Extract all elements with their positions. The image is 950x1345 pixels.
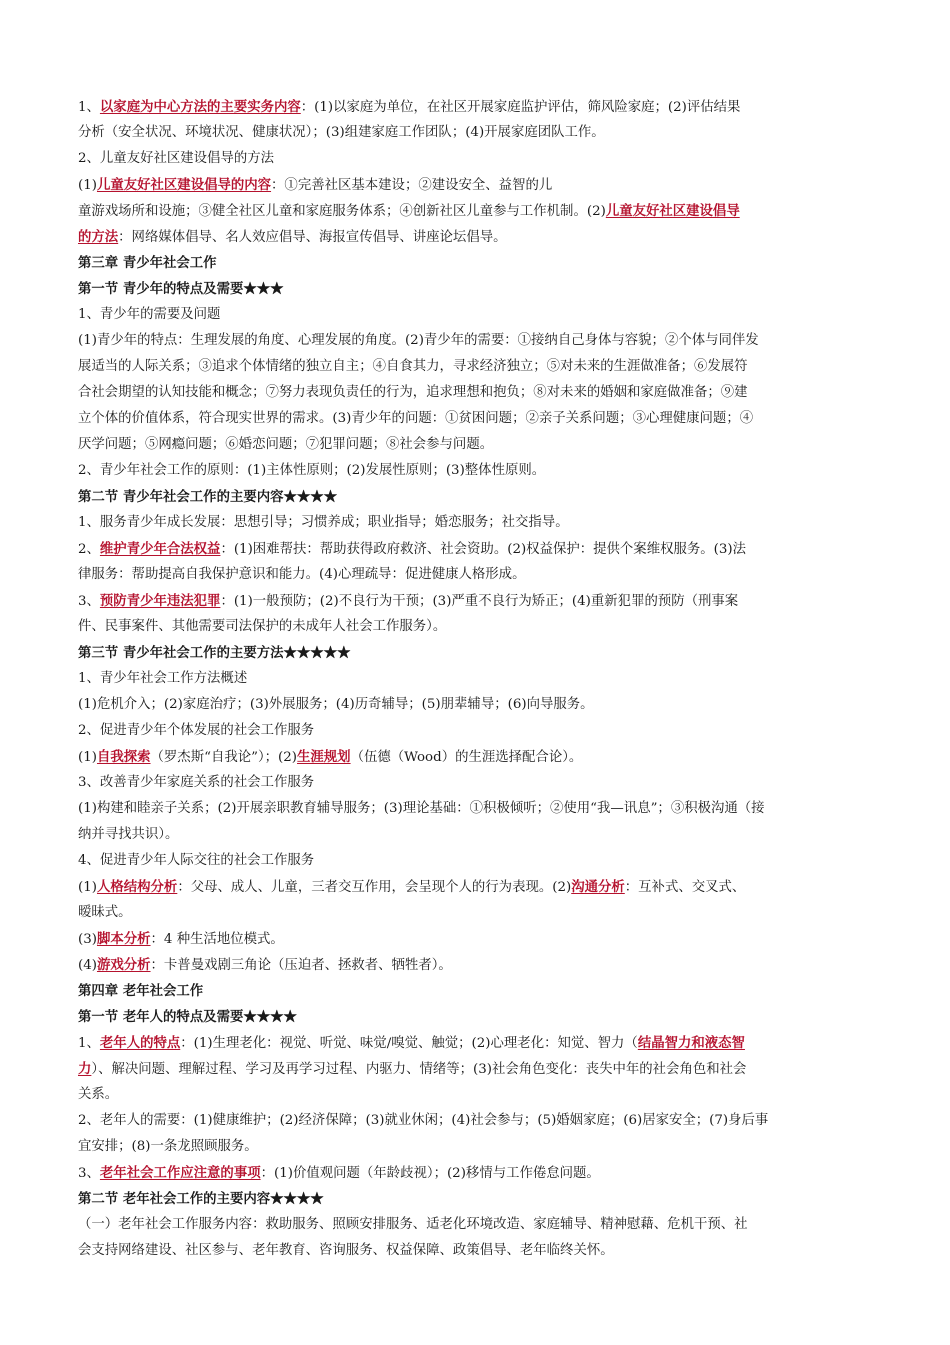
text-line — [78, 1108, 874, 1134]
text-segment: 第一节 青少年的特点及需要★★★ — [78, 281, 284, 297]
text-line — [78, 614, 874, 640]
highlighted-term: 力 — [78, 1061, 92, 1077]
highlighted-term: 儿童友好社区建设倡导 — [605, 203, 740, 219]
highlighted-term: 儿童友好社区建设倡导的内容 — [96, 177, 272, 193]
text-segment: 2、 — [78, 542, 100, 557]
highlighted-term: 预防青少年违法犯罪 — [99, 593, 221, 609]
text-segment: 第四章 老年社会工作 — [78, 983, 204, 999]
highlighted-term: 老年人的特点 — [99, 1035, 181, 1051]
section-heading — [78, 250, 874, 276]
text-line — [78, 94, 874, 120]
text-line — [78, 926, 874, 952]
text-segment: 3、改善青少年家庭关系的社会工作服务 — [78, 775, 315, 790]
document-body — [78, 94, 874, 1264]
text-line — [78, 770, 874, 796]
text-line — [78, 900, 874, 926]
section-heading — [78, 276, 874, 302]
section-heading — [78, 640, 874, 666]
highlighted-term: 生涯规划 — [297, 749, 351, 765]
section-heading — [78, 978, 874, 1004]
text-line — [78, 1238, 874, 1264]
text-segment: 3、 — [78, 594, 100, 609]
text-segment: ：(1)生理老化：视觉、听觉、味觉/嗅觉、触觉；(2)心理老化：知觉、智力（ — [180, 1036, 638, 1051]
text-segment: ：网络媒体倡导、名人效应倡导、海报宣传倡导、讲座论坛倡导。 — [118, 230, 507, 245]
text-segment: ：(1)以家庭为单位，在社区开展家庭监护评估，筛风险家庭；(2)评估结果 — [300, 100, 741, 115]
text-segment: (1)构建和睦亲子关系；(2)开展亲职教育辅导服务；(3)理论基础：①积极倾听；②使用“我—讯息”；③积极沟通（接 — [78, 801, 765, 816]
text-segment: (1)危机介入；(2)家庭治疗；(3)外展服务；(4)历奇辅导；(5)朋辈辅导；(6)向导服务。 — [78, 697, 594, 712]
text-segment: （一）老年社会工作服务内容：救助服务、照顾安排服务、适老化环境改造、家庭辅导、精神慰藉、危机干预、社 — [78, 1217, 748, 1232]
text-segment: 2、青少年社会工作的原则：(1)主体性原则；(2)发展性原则；(3)整体性原则。 — [78, 463, 546, 478]
text-segment: 第三节 青少年社会工作的主要方法★★★★★ — [78, 645, 351, 661]
text-segment: 分析（安全状况、环境状况、健康状况）；(3)组建家庭工作团队；(4)开展家庭团队工作。 — [78, 125, 605, 140]
text-line — [78, 1160, 874, 1186]
text-segment: 会支持网络建设、社区参与、老年教育、咨询服务、权益保障、政策倡导、老年临终关怀。 — [78, 1243, 614, 1258]
text-segment: 第二节 老年社会工作的主要内容★★★★ — [78, 1191, 324, 1207]
text-line — [78, 198, 874, 224]
text-line — [78, 796, 874, 822]
text-segment: ：①完善社区基本建设；②建设安全、益智的儿 — [271, 178, 553, 193]
text-segment: （伍德（Wood）的生涯选择配合论）。 — [350, 750, 583, 765]
text-segment: (4) — [78, 958, 97, 973]
text-segment: 立个体的价值体系，符合现实世界的需求。(3)青少年的问题：①贫困问题；②亲子关系问题；③心理健康问题；④ — [78, 411, 754, 426]
text-line — [78, 1134, 874, 1160]
text-segment: 展适当的人际关系；③追求个体情绪的独立自主；④自食其力，寻求经济独立；⑤对未来的生涯做准备；⑥发展符 — [78, 359, 748, 374]
text-segment: (1) — [78, 880, 97, 895]
text-segment: （罗杰斯“自我论”）；(2) — [150, 750, 298, 765]
text-segment: ：卡普曼戏剧三角论（压迫者、拯救者、牺牲者）。 — [150, 958, 452, 973]
text-line — [78, 1082, 874, 1108]
text-line — [78, 874, 874, 900]
highlighted-term: 结晶智力和液态智 — [637, 1035, 745, 1051]
highlighted-term: 沟通分析 — [571, 879, 625, 895]
text-segment: (1) — [78, 178, 97, 193]
highlighted-term: 游戏分析 — [96, 957, 151, 973]
highlighted-term: 的方法 — [78, 229, 119, 245]
text-segment: 纳并寻找共识）。 — [78, 827, 179, 842]
text-line — [78, 1056, 874, 1082]
text-segment: ：父母、成人、儿童，三者交互作用，会呈现个人的行为表现。(2) — [177, 880, 572, 895]
text-segment: ）、解决问题、理解过程、学习及再学习过程、内驱力、情绪等；(3)社会角色变化：丧失中年的社会角色和社会 — [91, 1062, 747, 1077]
text-line — [78, 952, 874, 978]
text-line — [78, 354, 874, 380]
text-line — [78, 848, 874, 874]
text-line — [78, 822, 874, 848]
text-segment: 童游戏场所和设施；③健全社区儿童和家庭服务体系；④创新社区儿童参与工作机制。(2) — [78, 204, 606, 219]
text-segment: 关系。 — [78, 1087, 119, 1102]
text-line — [78, 744, 874, 770]
text-segment: 合社会期望的认知技能和概念；⑦努力表现负责任的行为，追求理想和抱负；⑧对未来的婚姻和家庭做准备；⑨建 — [78, 385, 748, 400]
text-segment: 2、儿童友好社区建设倡导的方法 — [78, 151, 274, 166]
highlighted-term: 人格结构分析 — [96, 879, 178, 895]
text-segment: 第三章 青少年社会工作 — [78, 255, 217, 271]
highlighted-term: 自我探索 — [96, 749, 151, 765]
text-segment: 1、服务青少年成长发展：思想引导；习惯养成；职业指导；婚恋服务；社交指导。 — [78, 515, 569, 530]
text-segment: 律服务：帮助提高自我保护意识和能力。(4)心理疏导：促进健康人格形成。 — [78, 567, 526, 582]
text-segment: 第二节 青少年社会工作的主要内容★★★★ — [78, 489, 338, 505]
text-line — [78, 588, 874, 614]
text-line — [78, 120, 874, 146]
text-segment: 件、民事案件、其他需要司法保护的未成年人社会工作服务）。 — [78, 619, 447, 634]
text-line — [78, 224, 874, 250]
text-segment: 厌学问题；⑤网瘾问题；⑥婚恋问题；⑦犯罪问题；⑧社会参与问题。 — [78, 437, 494, 452]
text-segment: ：(1)价值观问题（年龄歧视）；(2)移情与工作倦怠问题。 — [260, 1166, 600, 1181]
text-segment: 4、促进青少年人际交往的社会工作服务 — [78, 853, 315, 868]
text-segment: 第一节 老年人的特点及需要★★★★ — [78, 1009, 297, 1025]
text-segment: 1、 — [78, 1036, 100, 1051]
text-line — [78, 328, 874, 354]
text-segment: ：4 种生活地位模式。 — [150, 932, 284, 947]
section-heading — [78, 1186, 874, 1212]
text-line — [78, 536, 874, 562]
text-line — [78, 302, 874, 328]
text-line — [78, 146, 874, 172]
text-line — [78, 380, 874, 406]
section-heading — [78, 1004, 874, 1030]
text-segment: 宜安排；(8)一条龙照顾服务。 — [78, 1139, 258, 1154]
text-segment: ：互补式、交叉式、 — [624, 880, 746, 895]
highlighted-term: 脚本分析 — [96, 931, 151, 947]
section-heading — [78, 484, 874, 510]
text-line — [78, 406, 874, 432]
text-segment: ：(1)困难帮扶：帮助获得政府救济、社会资助。(2)权益保护：提供个案维权服务。(3)法 — [220, 542, 747, 557]
text-line — [78, 510, 874, 536]
text-line — [78, 432, 874, 458]
text-segment: (3) — [78, 932, 97, 947]
text-segment: (1)青少年的特点：生理发展的角度、心理发展的角度。(2)青少年的需要：①接纳自己身体与容貌；②个体与同伴发 — [78, 333, 759, 348]
text-segment: (1) — [78, 750, 97, 765]
text-line — [78, 1030, 874, 1056]
text-line — [78, 1212, 874, 1238]
text-segment: 1、青少年的需要及问题 — [78, 307, 221, 322]
text-line — [78, 458, 874, 484]
highlighted-term: 以家庭为中心方法的主要实务内容 — [99, 99, 301, 115]
text-segment: 3、 — [78, 1166, 100, 1181]
text-segment: 2、老年人的需要：(1)健康维护；(2)经济保障；(3)就业休闲；(4)社会参与；(5)婚姻家庭；(6)居家安全；(7)身后事 — [78, 1113, 769, 1128]
text-line — [78, 172, 874, 198]
text-line — [78, 562, 874, 588]
text-segment: 1、青少年社会工作方法概述 — [78, 671, 248, 686]
text-segment: ：(1)一般预防；(2)不良行为干预；(3)严重不良行为矫正；(4)重新犯罪的预防（刑事案 — [220, 594, 739, 609]
text-segment: 1、 — [78, 100, 100, 115]
text-line — [78, 692, 874, 718]
highlighted-term: 老年社会工作应注意的事项 — [99, 1165, 261, 1181]
highlighted-term: 维护青少年合法权益 — [99, 541, 221, 557]
text-line — [78, 718, 874, 744]
text-segment: 暧昧式。 — [78, 905, 132, 920]
text-segment: 2、促进青少年个体发展的社会工作服务 — [78, 723, 315, 738]
text-line — [78, 666, 874, 692]
